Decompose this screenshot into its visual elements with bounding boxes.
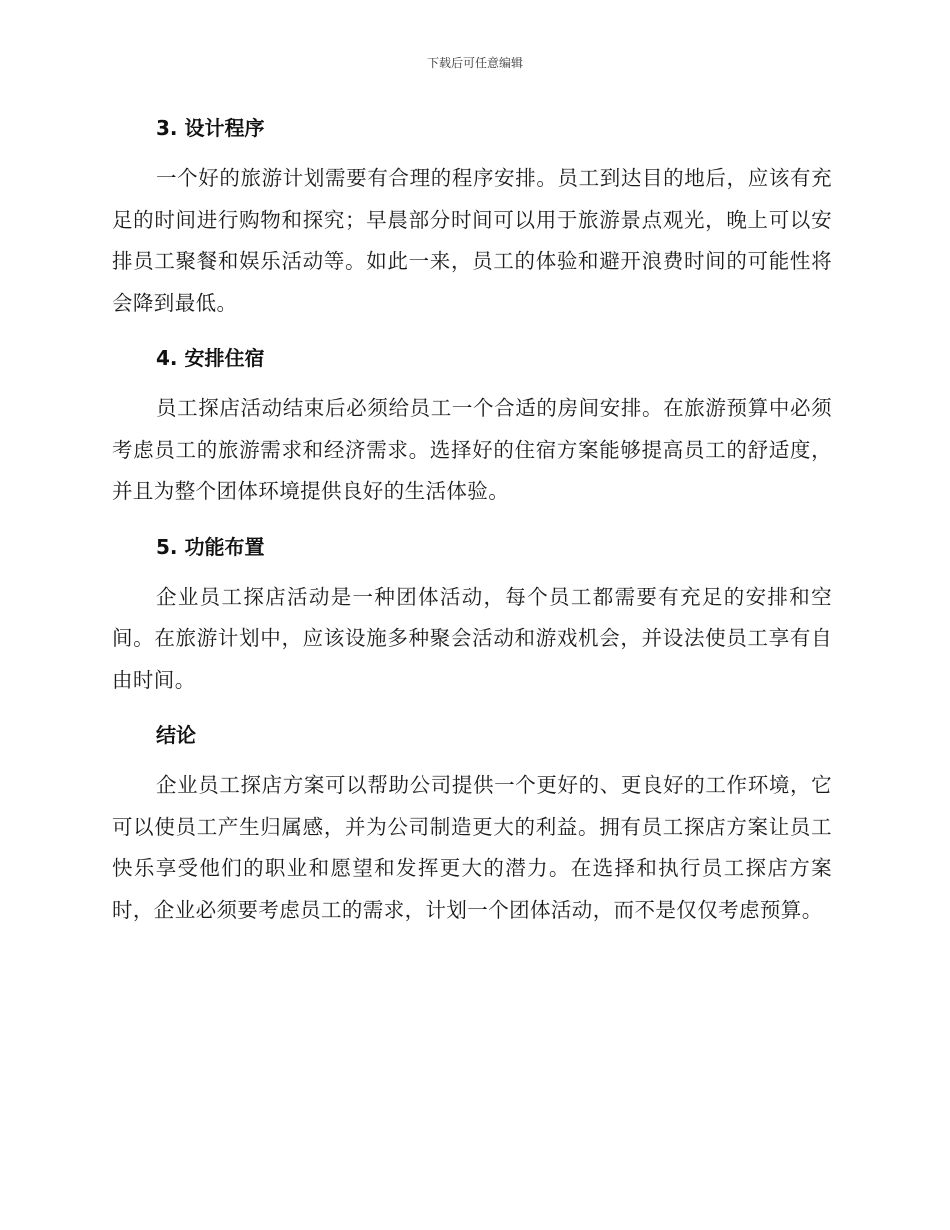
section-conclusion [112,717,832,931]
section-heading: 结论 [156,723,196,747]
section-heading: 3. 设计程序 [156,116,265,140]
section-paragraph: 员工探店活动结束后必须给员工一个合适的房间安排。在旅游预算中必须考虑员工的旅游需求和经济需求。选择好的住宿方案能够提高员工的舒适度，并且为整个团体环境提供良好的生活体验。 [112,396,832,503]
section-heading: 4. 安排住宿 [156,346,265,370]
section-heading: 5. 功能布置 [156,534,265,559]
section-arrange-accommodation [112,340,832,513]
section-paragraph: 企业员工探店方案可以帮助公司提供一个更好的、更良好的工作环境，它可以使员工产生归属感，并为公司制造更大的利益。拥有员工探店方案让员工快乐享受他们的职业和愿望和发挥更大的潜力。在选择和执行员工探店方案时，企业必须要考虑员工的需求，计划一个团体活动，而不是仅仅考虑预算。 [112,773,832,922]
section-paragraph: 企业员工探店活动是一种团体活动，每个员工都需要有充足的安排和空间。在旅游计划中，应该设施多种聚会活动和游戏机会，并设法使员工享有自由时间。 [112,584,832,692]
section-paragraph: 一个好的旅游计划需要有合理的程序安排。员工到达目的地后，应该有充足的时间进行购物和探究；早晨部分时间可以用于旅游景点观光，晚上可以安排员工聚餐和娱乐活动等。如此一来，员工的体验和避开浪费时间的可能性将会降到最低。 [112,166,832,315]
section-design-procedure [112,110,832,324]
document-content [112,110,832,947]
section-function-layout [112,529,832,702]
header-note: 下载后可任意编辑 [426,56,523,70]
